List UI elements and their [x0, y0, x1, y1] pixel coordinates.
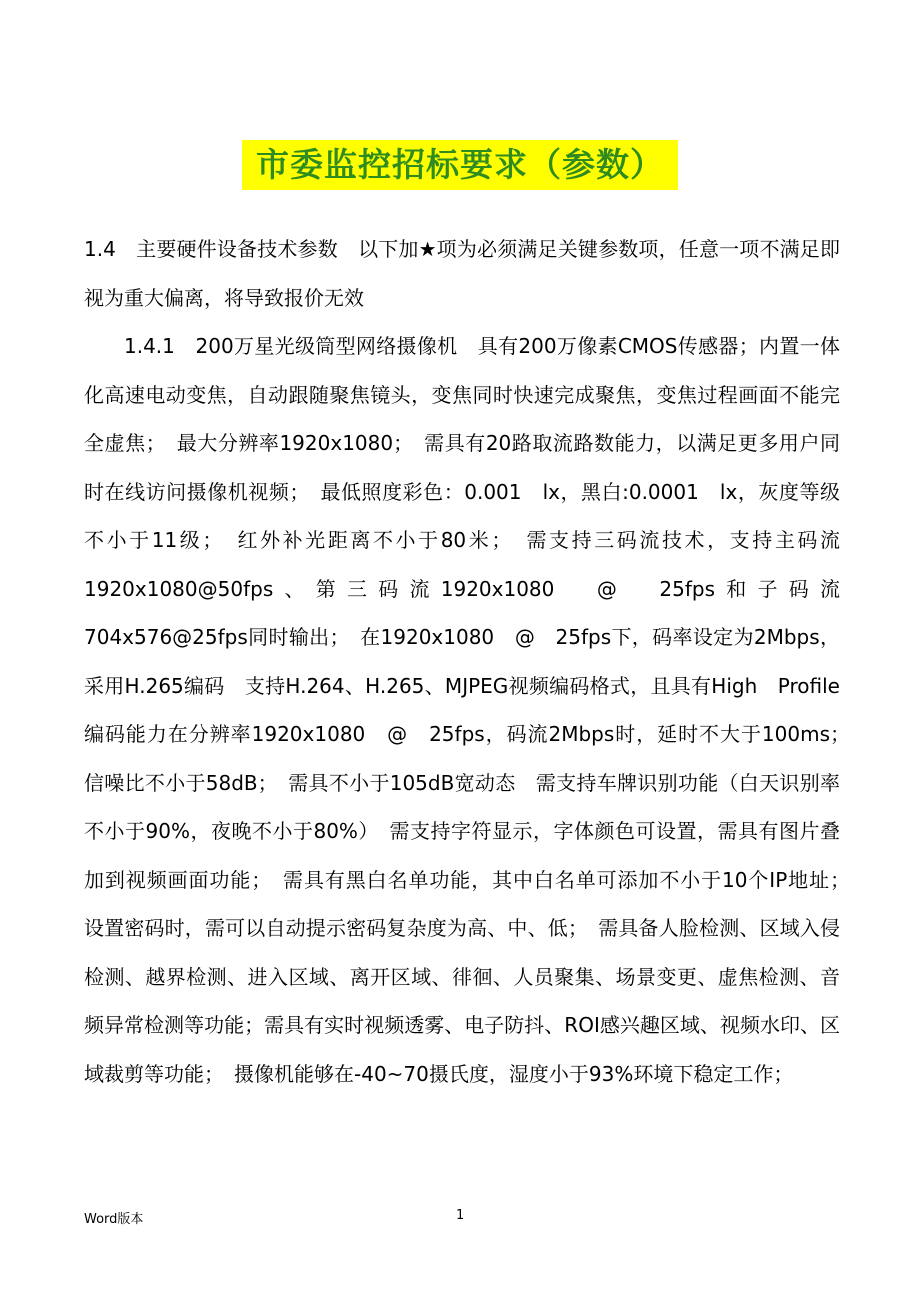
document-body — [84, 225, 860, 1098]
section-1-4-paragraph: 1.4 主要硬件设备技术参数 以下加★项为必须满足关键参数项，任意一项不满足即视为重大偏离，将导致报价无效 — [84, 237, 840, 310]
section-1-4-1-paragraph: 1.4.1 200万星光级筒型网络摄像机 具有200万像素CMOS传感器；内置一体化高速电动变焦，自动跟随聚焦镜头，变焦同时快速完成聚焦，变焦过程画面不能完全虚焦； 最大分辨率1920x1080； 需具有20路取流路数能力，以满足更多用户同时在线访问摄像机视频； 最低照度彩色：0.001 lx，黑白:0.0001 lx，灰度等级不小于11级； 红外补光距离不小于80米； 需支持三码流技术，支持主码流1920x1080@50fps、第三码流1920x1080 @ 25fps和子码流704x576@25fps同时输出； 在1920x1080 @ 25fps下，码率设定为2Mbps，采用H.265编码 支持H.264、H.265、MJPEG视频编码格式，且具有High Profile编码能力在分辨率1920x1080 @ 25fps，码流2Mbps时，延时不大于100ms； 信噪比不小于58dB； 需具不小于105dB宽动态 需支持车牌识别功能（白天识别率不小于90%，夜晚不小于80%） 需支持字符显示，字体颜色可设置，需具有图片叠加到视频画面功能； 需具有黑白名单功能，其中白名单可添加不小于10个IP地址； 设置密码时，需可以自动提示密码复杂度为高、中、低； 需具备人脸检测、区域入侵检测、越界检测、进入区域、离开区域、徘徊、人员聚集、场景变更、虚焦检测、音频异常检测等功能；需具有实时视频透雾、电子防抖、ROI感兴趣区域、视频水印、区域裁剪等功能； 摄像机能够在-40~70摄氏度，湿度小于93%环境下稳定工作； — [84, 334, 860, 1086]
document-title: 市委监控招标要求（参数） — [242, 140, 678, 190]
title-container — [0, 140, 920, 190]
page-number: 1 — [456, 1208, 465, 1223]
footer-label: Word版本 — [84, 1212, 144, 1227]
